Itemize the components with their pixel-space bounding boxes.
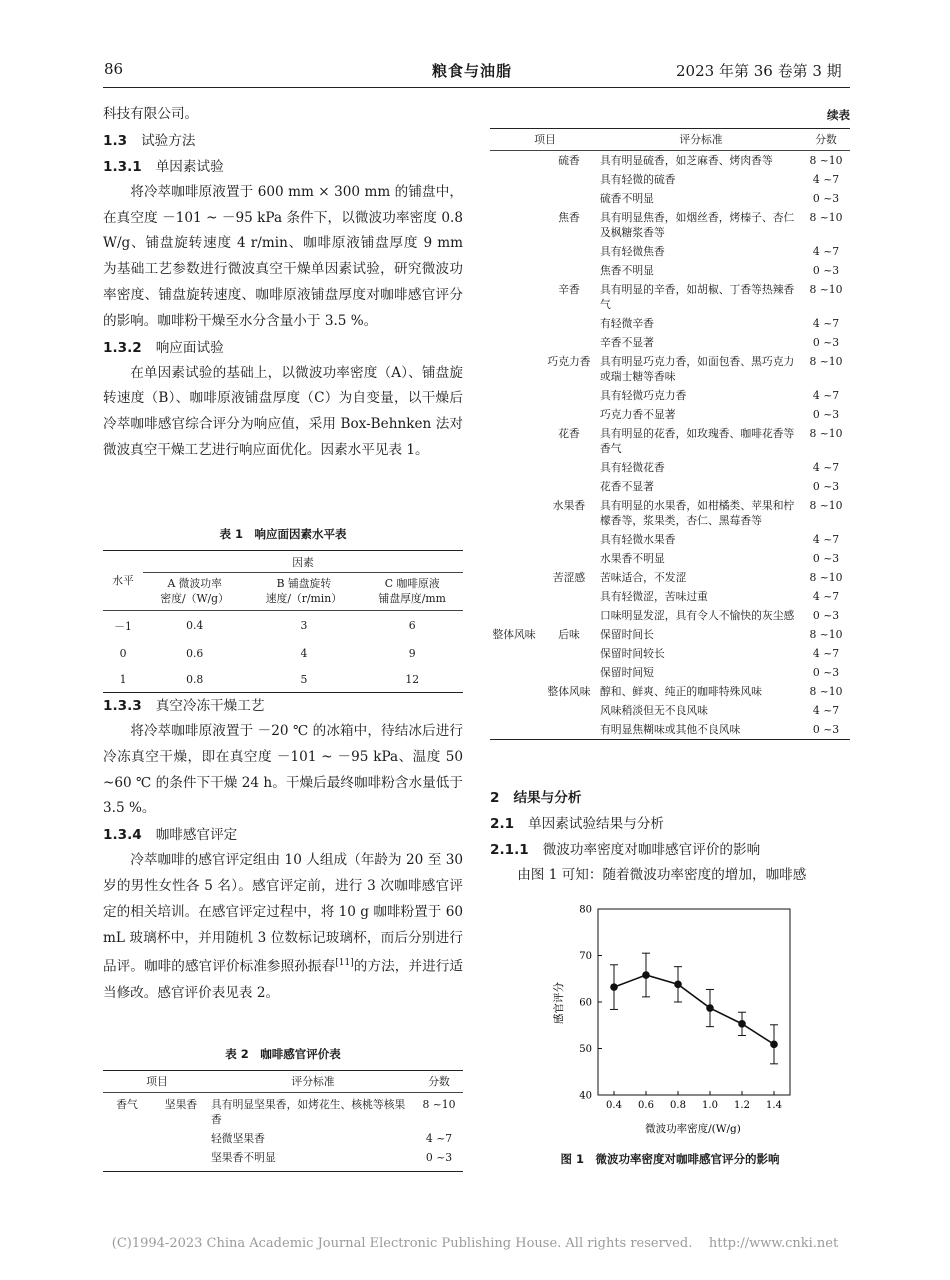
cell bbox=[490, 405, 538, 424]
cell bbox=[490, 720, 538, 740]
data-point bbox=[770, 1041, 778, 1049]
col-header-item: 项目 bbox=[534, 133, 556, 146]
table-row bbox=[490, 587, 850, 606]
cell: 0 ~3 bbox=[812, 336, 840, 349]
paragraph-1-3-1: 将冷萃咖啡原液置于 600 mm × 300 mm 的铺盘中，在真空度 －101 ~ －95 kPa 条件下，以微波功率密度 0.8 W/g、铺盘旋转速度 4 r/min、咖啡原液铺盘厚度 9 mm 为基础工艺参数进行微波真空干燥单因素试验，研究微波功率密度、铺盘旋转速度、咖啡原液铺盘厚度对咖啡感官评分的影响。咖啡粉干燥至水分含量小于 3.5 %。 bbox=[103, 183, 463, 329]
cell: 具有明显硫香，如芝麻香、烤肉香等 bbox=[600, 154, 773, 167]
section-1-3-2 bbox=[103, 335, 463, 361]
cell bbox=[490, 701, 538, 720]
table-row bbox=[103, 639, 463, 665]
x-tick-label: 1.0 bbox=[702, 1100, 718, 1111]
section-number: 1.3.4 bbox=[103, 827, 142, 844]
cell: 具有明显坚果香，如烤花生、核桃等核果香 bbox=[211, 1098, 406, 1126]
paragraph-text: 冷萃咖啡的感官评定组由 10 人组成（年龄为 20 至 30 岁的男性女性各 5 名）。感官评定前，进行 3 次咖啡感官评定的相关培训。在感官评定过程中，将 10 g 咖啡粉置于 60 mL 玻璃杯中，并用随机 3 位数标记玻璃杯，而后分别进行品评。咖啡的感官评价标准参照孙振春 bbox=[103, 852, 463, 975]
cell bbox=[490, 333, 538, 352]
cell bbox=[538, 587, 600, 606]
table-row bbox=[103, 665, 463, 693]
paragraph-intro: 科技有限公司。 bbox=[103, 106, 199, 122]
col-header-criteria: 评分标准 bbox=[291, 1075, 335, 1088]
header-rule bbox=[103, 87, 850, 88]
cell: 轻微坚果香 bbox=[211, 1132, 265, 1145]
cell bbox=[538, 701, 600, 720]
y-tick-label: 50 bbox=[579, 1044, 592, 1055]
section-number: 1.3.2 bbox=[103, 339, 142, 356]
cell: 苦味适合，不发涩 bbox=[600, 571, 687, 584]
cell: 风味稍淡但无不良风味 bbox=[600, 704, 708, 717]
cell bbox=[538, 644, 600, 663]
table-row bbox=[103, 611, 463, 640]
table-row bbox=[490, 568, 850, 587]
series-line bbox=[614, 975, 774, 1044]
col-header-item: 项目 bbox=[146, 1075, 168, 1088]
cell: 具有明显焦香，如烟丝香，烤榛子、杏仁及枫糖浆香等 bbox=[600, 211, 795, 239]
table-row bbox=[490, 496, 850, 530]
page-number: 86 bbox=[104, 60, 124, 78]
cell: 花香不显著 bbox=[600, 480, 654, 493]
data-point bbox=[738, 1020, 746, 1028]
section-1-3 bbox=[103, 128, 463, 154]
cell: 0 ~3 bbox=[812, 264, 840, 277]
table-1 bbox=[103, 526, 463, 693]
table-2-caption: 表 2 咖啡感官评价表 bbox=[225, 1047, 341, 1061]
y-axis-label: 感官评分 bbox=[553, 982, 565, 1024]
paragraph-1-3-3: 将冷萃咖啡原液置于 －20 ℃ 的冰箱中，待结冰后进行冷冻真空干燥，即在真空度 －101 ~ －95 kPa、温度 50 ~60 ℃ 的条件下干燥 24 h。干燥后最终咖啡粉含水量低于 3.5 %。 bbox=[103, 723, 463, 817]
section-1-3-3 bbox=[103, 693, 463, 719]
cell: 焦香 bbox=[558, 211, 580, 224]
cell bbox=[538, 170, 600, 189]
cell bbox=[490, 242, 538, 261]
table-row bbox=[103, 1129, 463, 1148]
cell: 0.6 bbox=[186, 647, 204, 660]
table-row bbox=[490, 261, 850, 280]
section-title: 真空冷冻干燥工艺 bbox=[155, 698, 265, 714]
table-row bbox=[490, 644, 850, 663]
x-tick-label: 0.6 bbox=[638, 1100, 654, 1111]
section-1-3-4 bbox=[103, 822, 463, 848]
cell: 巧克力香不显著 bbox=[600, 408, 676, 421]
table-row bbox=[490, 720, 850, 740]
cell: 8 ~10 bbox=[809, 499, 843, 512]
cell: 口味明显发涩，具有令人不愉快的灰尘感 bbox=[600, 609, 795, 622]
cell: 有明显焦糊味或其他不良风味 bbox=[600, 723, 741, 736]
cell: 坚果香 bbox=[164, 1098, 198, 1111]
cell: 后味 bbox=[558, 628, 580, 641]
table-row bbox=[490, 424, 850, 458]
cell: －1 bbox=[114, 620, 132, 633]
x-axis-label: 微波功率密度/(W/g) bbox=[645, 1123, 741, 1135]
plot-frame bbox=[598, 909, 790, 1095]
cell: 8 ~10 bbox=[809, 283, 843, 296]
section-1-3-1 bbox=[103, 154, 463, 180]
cell: 香气 bbox=[116, 1098, 138, 1111]
cell: 0 ~3 bbox=[812, 408, 840, 421]
cell: 巧克力香 bbox=[547, 355, 591, 368]
cell bbox=[538, 663, 600, 682]
cell bbox=[490, 568, 538, 587]
cell: 4 ~7 bbox=[812, 245, 840, 258]
section-number: 1.3 bbox=[103, 132, 128, 149]
cell bbox=[490, 458, 538, 477]
cell bbox=[538, 530, 600, 549]
cell bbox=[538, 314, 600, 333]
cell: 4 bbox=[300, 647, 308, 660]
cell: 水果香不明显 bbox=[600, 552, 665, 565]
cell bbox=[490, 261, 538, 280]
cell bbox=[490, 424, 538, 458]
section-title: 试验方法 bbox=[141, 132, 196, 149]
level-header: 水平 bbox=[112, 574, 134, 587]
journal-name: 粮食与油脂 bbox=[432, 62, 513, 80]
section-title: 响应面试验 bbox=[155, 339, 224, 356]
y-tick-label: 70 bbox=[579, 951, 592, 962]
figure-1-caption: 图 1 微波功率密度对咖啡感官评分的影响 bbox=[560, 1152, 780, 1166]
chart-axes bbox=[579, 905, 790, 1112]
cell bbox=[490, 189, 538, 208]
cell: 4 ~7 bbox=[812, 461, 840, 474]
cell: 坚果香不明显 bbox=[211, 1151, 276, 1164]
data-point bbox=[610, 983, 618, 991]
cell: 0 ~3 bbox=[812, 480, 840, 493]
col-header-criteria: 评分标准 bbox=[679, 133, 723, 146]
col-b-line2: 速度/（r/min） bbox=[265, 592, 343, 605]
cell bbox=[490, 644, 538, 663]
section-number: 2 bbox=[490, 790, 500, 806]
cell bbox=[538, 477, 600, 496]
cell bbox=[490, 170, 538, 189]
table-row bbox=[490, 242, 850, 261]
cell: 4 ~7 bbox=[812, 317, 840, 330]
cell bbox=[490, 208, 538, 242]
cell: 花香 bbox=[558, 427, 580, 440]
table-row bbox=[490, 189, 850, 208]
cell: 4 ~7 bbox=[812, 533, 840, 546]
copyright-footer bbox=[0, 1236, 950, 1251]
table-row bbox=[490, 170, 850, 189]
cell bbox=[538, 333, 600, 352]
data-point bbox=[642, 971, 650, 979]
cell bbox=[538, 261, 600, 280]
table-row bbox=[490, 458, 850, 477]
table-2-continued-grid bbox=[490, 128, 850, 740]
cell: 0 ~3 bbox=[812, 552, 840, 565]
cell: 4 ~7 bbox=[812, 389, 840, 402]
section-title: 单因素试验 bbox=[155, 158, 224, 175]
cell: 3 bbox=[300, 619, 308, 632]
cell: 辛香 bbox=[558, 283, 580, 296]
cell: 具有轻微巧克力香 bbox=[600, 389, 687, 402]
left-column-lower bbox=[103, 693, 463, 1007]
section-2-1 bbox=[490, 811, 850, 837]
cell: 8 ~10 bbox=[809, 427, 843, 440]
cell: 8 ~10 bbox=[809, 355, 843, 368]
table-row bbox=[490, 549, 850, 568]
paragraph-2-1-1: 由图 1 可知：随着微波功率密度的增加，咖啡感 bbox=[517, 867, 807, 883]
section-title: 单因素试验结果与分析 bbox=[528, 816, 665, 832]
cell: 具有轻微花香 bbox=[600, 461, 665, 474]
cell bbox=[490, 280, 538, 314]
cell: 有轻微辛香 bbox=[600, 317, 654, 330]
cell bbox=[490, 663, 538, 682]
cell: 苦涩感 bbox=[552, 571, 586, 584]
table-row bbox=[490, 663, 850, 682]
cell: 4 ~7 bbox=[812, 647, 840, 660]
cell: 硫香不明显 bbox=[600, 192, 654, 205]
cell: 0.8 bbox=[186, 673, 204, 686]
x-tick-label: 0.4 bbox=[606, 1100, 622, 1111]
cell: 整体风味 bbox=[492, 628, 536, 641]
cell: 0.4 bbox=[186, 619, 204, 632]
cell: 12 bbox=[405, 673, 420, 686]
cell: 具有明显的辛香，如胡椒、丁香等热辣香气 bbox=[600, 283, 795, 311]
cell bbox=[490, 477, 538, 496]
cell: 整体风味 bbox=[547, 685, 591, 698]
x-tick-label: 0.8 bbox=[670, 1100, 686, 1111]
table-2-continued bbox=[490, 106, 850, 740]
table-row bbox=[490, 701, 850, 720]
cell bbox=[490, 496, 538, 530]
section-number: 1.3.1 bbox=[103, 158, 142, 175]
table-row bbox=[490, 280, 850, 314]
issue-info: 2023 年第 36 卷第 3 期 bbox=[676, 62, 842, 80]
table-row bbox=[490, 314, 850, 333]
cell: 具有明显的水果香，如柑橘类、苹果和柠檬香等，浆果类，杏仁、黑莓香等 bbox=[600, 499, 795, 527]
cell: 5 bbox=[300, 673, 308, 686]
cell: 焦香不明显 bbox=[600, 264, 654, 277]
cell bbox=[490, 587, 538, 606]
cell: 具有轻微焦香 bbox=[600, 245, 665, 258]
cell bbox=[490, 386, 538, 405]
col-c-line1: C 咖啡原液 bbox=[384, 577, 440, 590]
table-row bbox=[490, 352, 850, 386]
cell: 具有明显的花香，如玫瑰香、咖啡花香等香气 bbox=[600, 427, 795, 455]
section-2 bbox=[490, 785, 850, 811]
col-b-header bbox=[246, 573, 361, 611]
col-a-line2: 密度/（W/g） bbox=[160, 592, 229, 605]
copyright-text: (C)1994-2023 China Academic Journal Electronic Publishing House. All rights reserved. bbox=[111, 1236, 693, 1251]
factor-header: 因素 bbox=[143, 551, 463, 573]
cell: 具有轻微的硫香 bbox=[600, 173, 676, 186]
section-title: 微波功率密度对咖啡感官评价的影响 bbox=[542, 842, 761, 858]
right-column-text bbox=[490, 785, 850, 889]
cell bbox=[538, 549, 600, 568]
cell: 0 ~3 bbox=[425, 1151, 453, 1164]
data-point bbox=[706, 1004, 714, 1012]
cell: 8 ~10 bbox=[809, 628, 843, 641]
cell: 具有轻微水果香 bbox=[600, 533, 676, 546]
section-number: 2.1.1 bbox=[490, 842, 529, 858]
cell: 醇和、鲜爽、纯正的咖啡特殊风味 bbox=[600, 685, 762, 698]
section-number: 1.3.3 bbox=[103, 698, 142, 714]
table-row bbox=[490, 477, 850, 496]
data-point bbox=[674, 981, 682, 989]
cell bbox=[490, 352, 538, 386]
left-column bbox=[103, 102, 463, 464]
table-row bbox=[490, 530, 850, 549]
cell: 9 bbox=[408, 647, 416, 660]
cell bbox=[490, 314, 538, 333]
y-tick-label: 80 bbox=[579, 904, 592, 916]
citation-ref: [11] bbox=[335, 958, 354, 969]
table-row bbox=[490, 386, 850, 405]
cell bbox=[490, 549, 538, 568]
cell: 具有明显巧克力香，如面包香、黑巧克力或瑞士糖等香味 bbox=[600, 355, 795, 383]
section-number: 2.1 bbox=[490, 816, 515, 832]
cell: 水果香 bbox=[552, 499, 586, 512]
col-header-score: 分数 bbox=[815, 133, 837, 146]
section-2-1-1 bbox=[490, 837, 850, 863]
y-tick-label: 40 bbox=[579, 1090, 592, 1102]
cell: 8 ~10 bbox=[809, 571, 843, 584]
col-a-line1: A 微波功率 bbox=[167, 577, 222, 590]
table-row bbox=[490, 405, 850, 424]
cell bbox=[538, 458, 600, 477]
section-title: 结果与分析 bbox=[513, 790, 582, 806]
cell: 辛香不显著 bbox=[600, 336, 654, 349]
cell: 8 ~10 bbox=[809, 154, 843, 167]
cell: 1 bbox=[119, 673, 127, 686]
paragraph-1-3-4 bbox=[103, 848, 463, 1006]
cell: 8 ~10 bbox=[422, 1098, 456, 1111]
section-title: 咖啡感官评定 bbox=[155, 827, 238, 844]
cell bbox=[490, 606, 538, 625]
cell bbox=[538, 189, 600, 208]
x-tick-label: 1.2 bbox=[734, 1100, 750, 1111]
cell bbox=[538, 242, 600, 261]
cell: 0 ~3 bbox=[812, 609, 840, 622]
paragraph-1-3-2: 在单因素试验的基础上，以微波功率密度（A）、铺盘旋转速度（B）、咖啡原液铺盘厚度（C）为自变量，以干燥后冷萃咖啡感官综合评分为响应值，采用 Box-Behnken 法对微波真空干燥工艺进行响应面优化。因素水平见表 1。 bbox=[103, 364, 463, 458]
cell: 保留时间较长 bbox=[600, 647, 665, 660]
cell: 保留时间短 bbox=[600, 666, 654, 679]
cell: 具有轻微涩，苦味过重 bbox=[600, 590, 708, 603]
col-b-line1: B 铺盘旋转 bbox=[276, 577, 332, 590]
table-1-grid bbox=[103, 550, 463, 693]
table-row bbox=[490, 333, 850, 352]
table-row bbox=[103, 1093, 463, 1130]
table-row bbox=[490, 682, 850, 701]
cell bbox=[490, 682, 538, 701]
cell bbox=[538, 720, 600, 740]
cell: 6 bbox=[408, 619, 416, 632]
cell: 4 ~7 bbox=[812, 590, 840, 603]
figure-1-chart bbox=[520, 895, 820, 1140]
cell: 8 ~10 bbox=[809, 211, 843, 224]
table-row bbox=[103, 1148, 463, 1172]
col-c-line2: 铺盘厚度/mm bbox=[378, 592, 446, 605]
table-row bbox=[490, 606, 850, 625]
cell: 0 ~3 bbox=[812, 192, 840, 205]
y-tick-label: 60 bbox=[579, 997, 592, 1009]
col-c-header bbox=[361, 573, 463, 611]
continued-label: 续表 bbox=[827, 108, 850, 122]
table-row bbox=[490, 625, 850, 644]
x-tick-label: 1.4 bbox=[766, 1100, 782, 1111]
cell bbox=[538, 386, 600, 405]
cell: 4 ~7 bbox=[812, 704, 840, 717]
table-row bbox=[490, 208, 850, 242]
cell: 8 ~10 bbox=[809, 685, 843, 698]
footer-url[interactable]: http://www.cnki.net bbox=[708, 1236, 839, 1251]
col-header-score: 分数 bbox=[428, 1075, 450, 1088]
cell: 硫香 bbox=[558, 154, 580, 167]
cell: 4 ~7 bbox=[812, 173, 840, 186]
cell: 4 ~7 bbox=[425, 1132, 453, 1145]
cell bbox=[538, 405, 600, 424]
cell bbox=[490, 151, 538, 171]
cell: 保留时间长 bbox=[600, 628, 654, 641]
cell: 0 ~3 bbox=[812, 723, 840, 736]
cell bbox=[490, 530, 538, 549]
cell: 0 ~3 bbox=[812, 666, 840, 679]
table-2-grid bbox=[103, 1070, 463, 1172]
table-row bbox=[490, 151, 850, 171]
chart-series bbox=[610, 953, 778, 1064]
col-a-header bbox=[143, 573, 246, 611]
cell bbox=[538, 606, 600, 625]
table-2 bbox=[103, 1046, 463, 1172]
table-1-caption: 表 1 响应面因素水平表 bbox=[219, 527, 347, 541]
paragraph-text-tail: 的方法，并进行适当修改。感官评价表见表 2。 bbox=[103, 958, 464, 1001]
cell: 0 bbox=[119, 647, 127, 660]
